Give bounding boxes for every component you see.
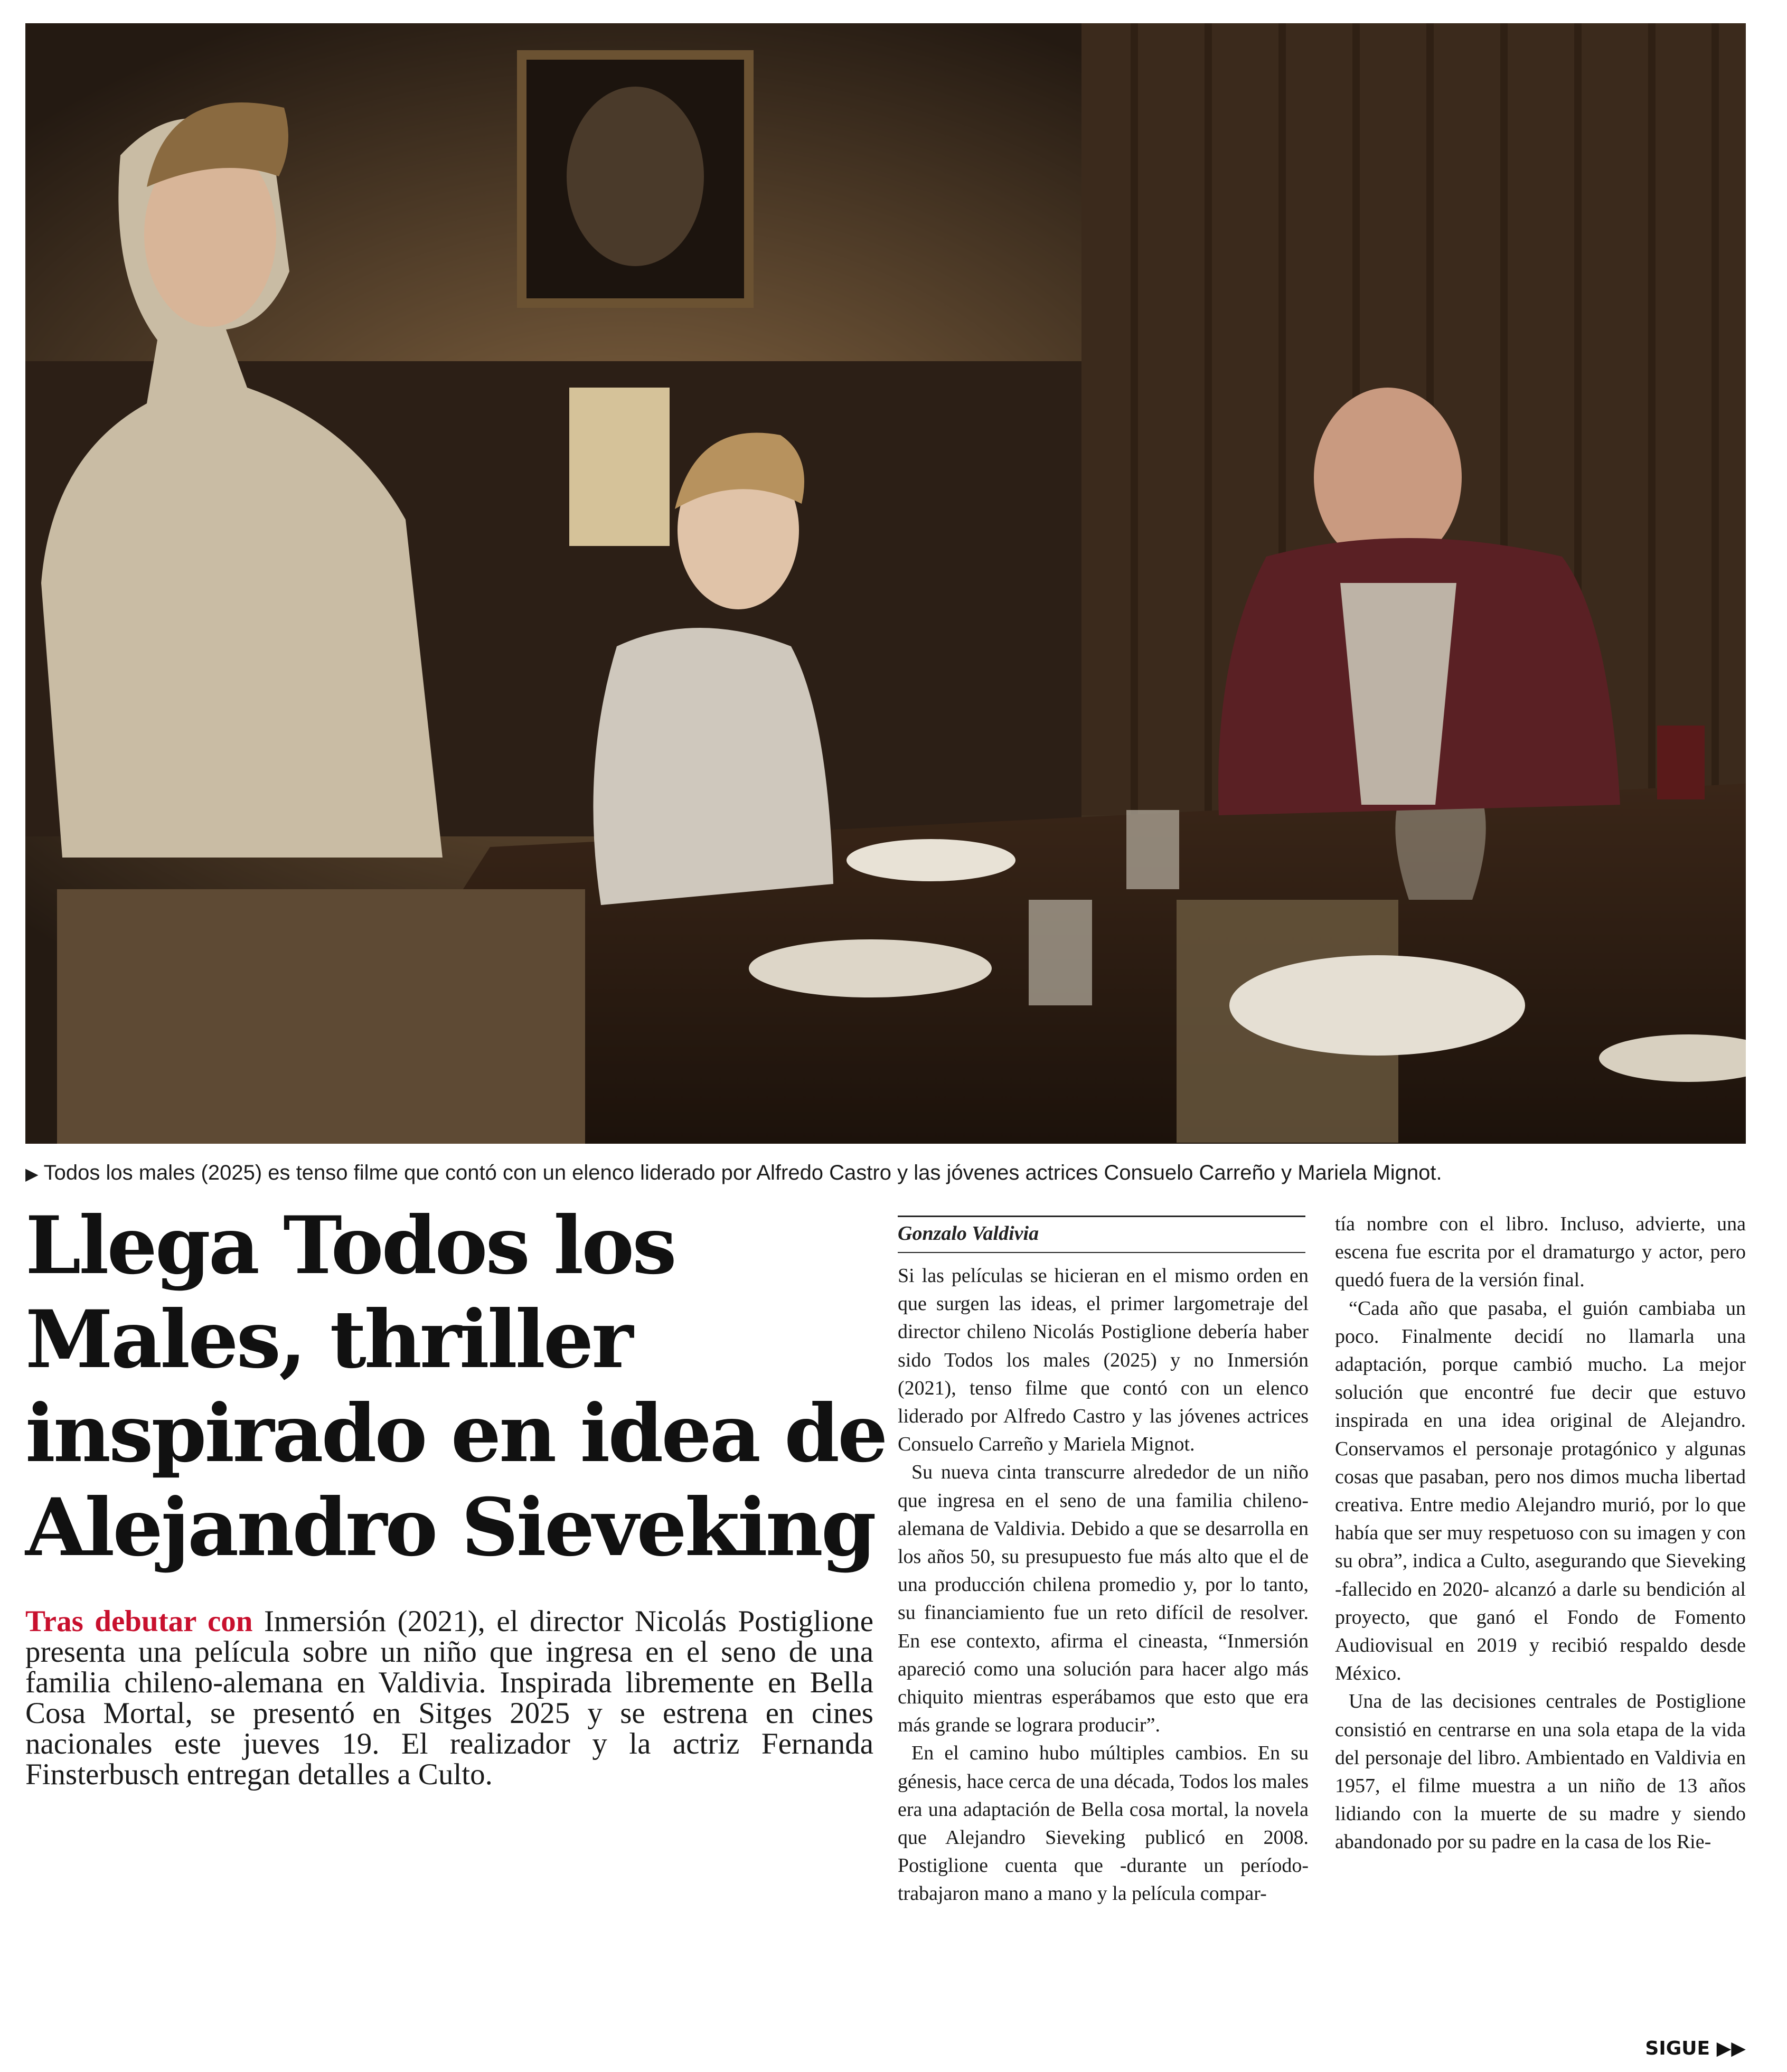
plate-2 <box>749 939 992 997</box>
portrait-oval <box>567 87 704 266</box>
lead-text: Inmersión (2021), el director Nicolás Postiglione presenta una película sobre un niño que ingresa en el seno de una familia chileno-alemana en Valdivia. Inspirada libremente en Bella Cosa Mortal, se presentó en Sitges 2025 y se estrena en cines nacionales este jueves 19. El realizador y la actriz Fernanda Finsterbusch entregan detalles a Culto. <box>25 1605 873 1791</box>
armchair <box>57 889 585 1144</box>
lead-kicker: Tras debutar con <box>25 1605 253 1638</box>
body-column-1 <box>898 1262 1309 2033</box>
bowl <box>1229 955 1525 1056</box>
body-column-2 <box>1335 1210 1746 2034</box>
wine-glass-2 <box>1657 726 1705 799</box>
article-photo <box>25 23 1746 1144</box>
plate-1 <box>847 839 1015 881</box>
caption-text: Todos los males (2025) es tenso filme que contó con un elenco liderado por Alfredo Castro y las jóvenes actrices Consuelo Carreño y Mariela Mignot. <box>43 1161 1442 1184</box>
paragraph: En el camino hubo múltiples cambios. En su génesis, hace cerca de una década, Todos los males era una adaptación de Bella cosa mortal, la novela que Alejandro Sieveking publicó en 2008. Postiglione cuenta que -durante un período- trabajaron mano a mano y la película compar- <box>898 1742 1309 1905</box>
caption-marker: ▶ <box>25 1164 39 1183</box>
glass-1 <box>1126 810 1179 889</box>
photo-caption <box>25 1154 1746 1191</box>
byline: Gonzalo Valdivia <box>898 1222 1039 1245</box>
continue-marker: SIGUE ▶▶ <box>1645 2038 1746 2059</box>
paragraph: Su nueva cinta transcurre alrededor de un niño que ingresa en el seno de una familia chileno-alemana de Valdivia. Debido a que se desarrolla en los años 50, su presupuesto fue más alto que el de una producción chilena promedio y, por lo tanto, su financiamiento fue un reto difícil de resolver. En ese contexto, afirma el cineasta, “Inmersión apareció como una solución para hacer algo más chiquito mientras esperábamos que esto que era más grande se lograra producir”. <box>898 1461 1309 1737</box>
paragraph: “Cada año que pasaba, el guión cambiaba un poco. Finalmente decidí no llamarla una adaptación, porque cambió mucho. La mejor solución que encontré fue decir que estuvo inspirada en una idea original de Alejandro. Conservamos el personaje protagónico y algunas cosas que pasaban, pero nos dimos mucha libertad creativa. Entre medio Alejandro murió, por lo que había que ser muy respetuoso con su imagen y con su obra”, indica a Culto, asegurando que Sieveking -fallecido en 2020- alcanzó a darle su bendición al proyecto, que ganó el Fondo de Fomento Audiovisual en 2019 y recibió respaldo desde México. <box>1335 1297 1746 1685</box>
lamp-glow <box>569 388 670 546</box>
paragraph: Si las películas se hicieran en el mismo orden en que surgen las ideas, el primer largometraje del director chileno Nicolás Postiglione debería haber sido Todos los males (2025) y no Inmersión (2021), tenso filme que contó con un elenco liderado por Alfredo Castro y las jóvenes actrices Consuelo Carreño y Mariela Mignot. <box>898 1265 1309 1456</box>
glass-2 <box>1029 900 1092 1005</box>
headline: Llega Todos los Males, thriller inspirado en idea de Alejandro Sieveking <box>25 1199 886 1574</box>
girl-figure <box>593 628 833 905</box>
dining-scene-illustration <box>25 23 1746 1144</box>
byline-box <box>898 1216 1305 1253</box>
lead-paragraph <box>25 1606 873 1790</box>
paragraph: tía nombre con el libro. Incluso, advierte, una escena fue escrita por el dramaturgo y actor, pero quedó fuera de la versión final. <box>1335 1213 1746 1292</box>
paragraph: Una de las decisiones centrales de Postiglione consistió en centrarse en una sola etapa de la vida del personaje del libro. Ambientado en Valdivia en 1957, el filme muestra a un niño de 13 años lidiando con la muerte de su madre y siendo abandonado por su padre en la casa de los Rie- <box>1335 1690 1746 1853</box>
